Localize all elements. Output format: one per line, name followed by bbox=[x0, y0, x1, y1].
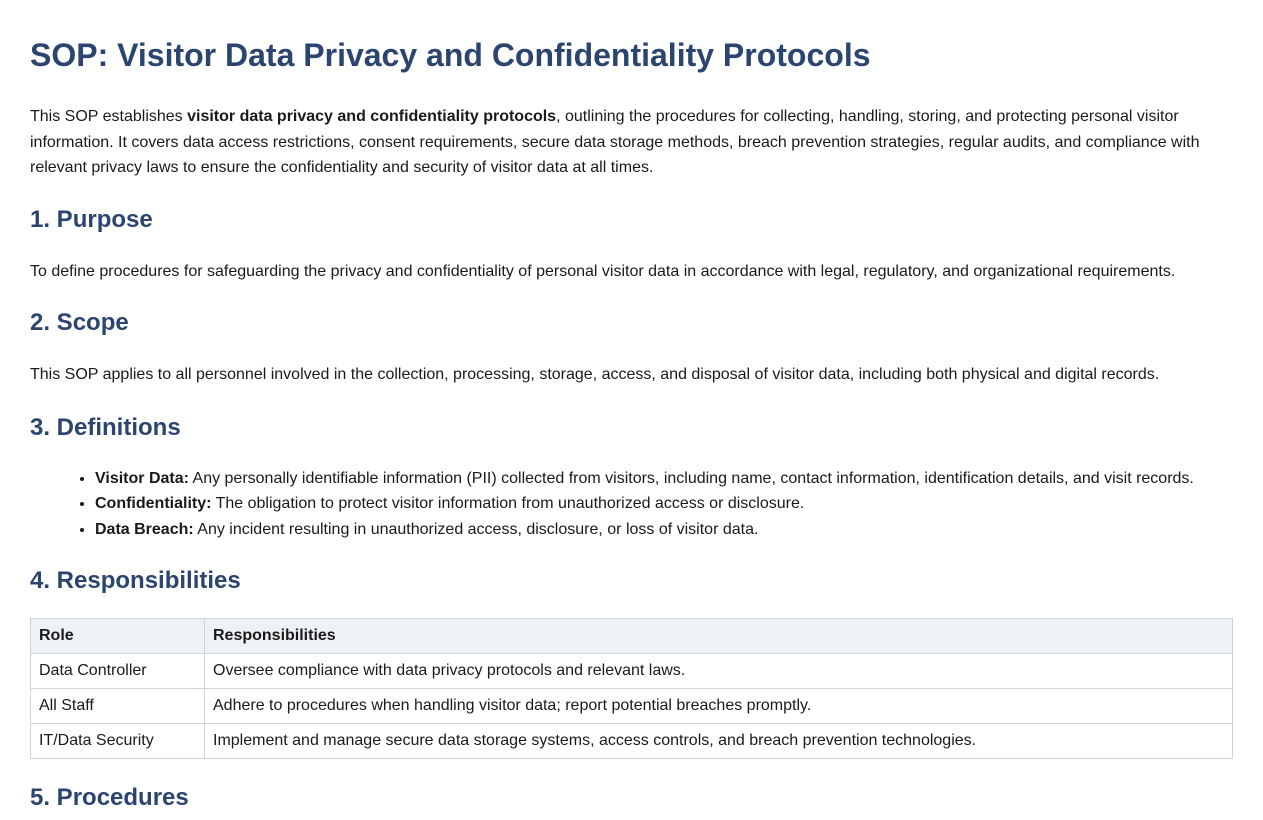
definition-item bbox=[95, 466, 1233, 492]
definition-term: Visitor Data: bbox=[95, 469, 189, 487]
column-header-responsibilities: Responsibilities bbox=[205, 619, 1233, 654]
definitions-heading: 3. Definitions bbox=[30, 413, 181, 441]
purpose-text: To define procedures for safeguarding the privacy and confidentiality of personal visitor data in accordance with legal, regulatory, and organizational requirements. bbox=[30, 262, 1176, 280]
scope-heading: 2. Scope bbox=[30, 309, 129, 336]
column-header-role: Role bbox=[31, 619, 205, 654]
definition-term: Data Breach: bbox=[95, 520, 194, 538]
definition-text: The obligation to protect visitor information from unauthorized access or disclosure. bbox=[211, 495, 805, 512]
table-row bbox=[31, 724, 1233, 759]
table-header-row bbox=[31, 619, 1233, 654]
role-cell: Data Controller bbox=[31, 654, 205, 689]
responsibility-cell: Adhere to procedures when handling visitor data; report potential breaches promptly. bbox=[205, 689, 1233, 724]
responsibility-cell: Implement and manage secure data storage systems, access controls, and breach prevention technologies. bbox=[205, 724, 1233, 759]
definitions-list bbox=[30, 466, 1233, 543]
scope-text: This SOP applies to all personnel involved in the collection, processing, storage, access, and disposal of visitor data, including both physical and digital records. bbox=[30, 366, 1160, 383]
purpose-heading: 1. Purpose bbox=[30, 205, 153, 233]
procedures-heading: 5. Procedures bbox=[30, 784, 189, 811]
role-cell: IT/Data Security bbox=[31, 724, 205, 759]
intro-emphasis: visitor data privacy and confidentiality protocols bbox=[187, 108, 557, 125]
responsibilities-table bbox=[30, 618, 1233, 759]
definition-item bbox=[95, 491, 1233, 517]
page-title: SOP: Visitor Data Privacy and Confidentiality Protocols bbox=[30, 37, 871, 73]
responsibility-cell: Oversee compliance with data privacy protocols and relevant laws. bbox=[205, 654, 1233, 689]
intro-text-start: This SOP establishes bbox=[30, 108, 188, 125]
table-row bbox=[31, 689, 1233, 724]
definition-text: Any incident resulting in unauthorized access, disclosure, or loss of visitor data. bbox=[193, 520, 759, 538]
role-cell: All Staff bbox=[31, 689, 205, 724]
definition-item bbox=[95, 517, 1233, 543]
intro-text-end: , outlining the procedures for collecting, handling, storing, and protecting personal visitor information. It covers data access restrictions, consent requirements, secure data storage methods, breach prevention strategies, regular audits, and compliance with relevant privacy laws to ensure the confidentiality and security of visitor data at all times. bbox=[30, 108, 1200, 176]
intro-paragraph bbox=[30, 104, 1233, 181]
definition-term: Confidentiality: bbox=[95, 495, 212, 512]
definition-text: Any personally identifiable information (PII) collected from visitors, including name, contact information, identification details, and visit records. bbox=[188, 469, 1194, 487]
responsibilities-heading: 4. Responsibilities bbox=[30, 567, 241, 594]
table-row bbox=[31, 654, 1233, 689]
